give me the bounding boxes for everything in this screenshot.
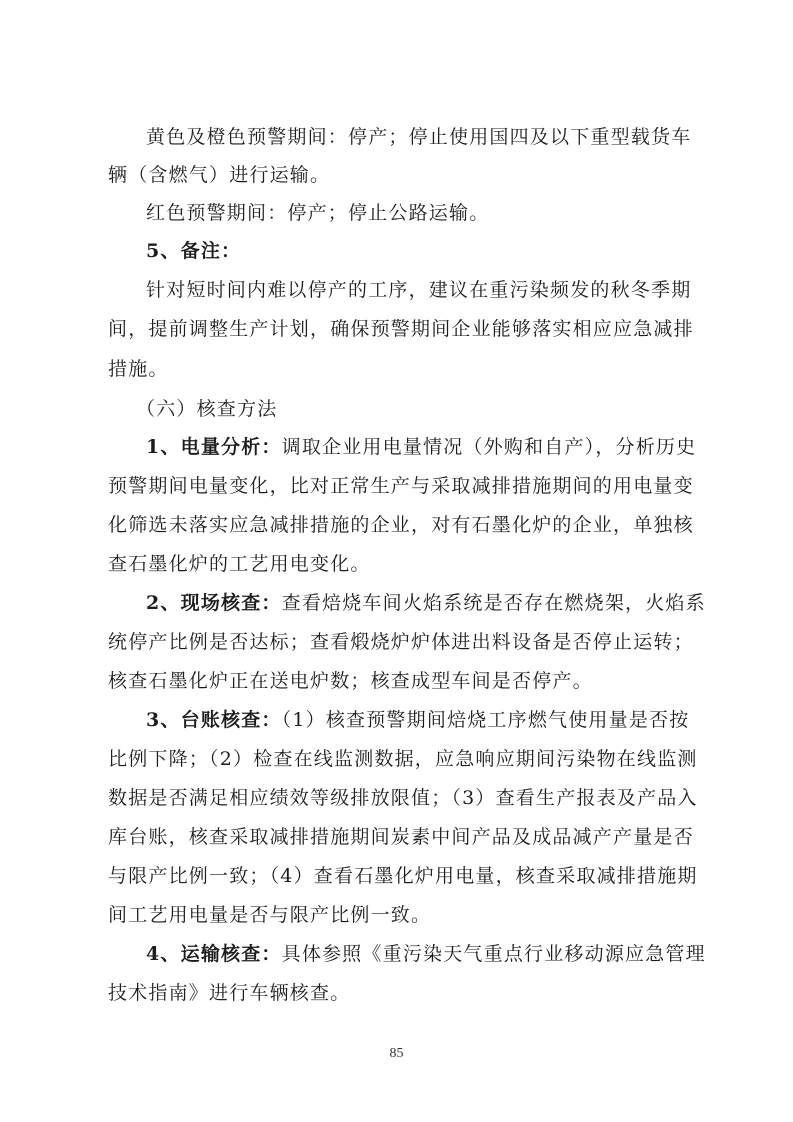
p3-line1: 针对短时间内难以停产的工序，建议在重污染频发的秋冬季期 <box>146 279 692 301</box>
section-heading: （六）核查方法 <box>136 398 278 420</box>
item1-line1 <box>146 432 698 462</box>
item3-line3: 数据是否满足相应绩效等级排放限值；（3）查看生产报表及产品入 <box>108 787 698 809</box>
p1-line2: 辆（含燃气）进行运输。 <box>108 164 331 186</box>
item3-line4: 库台账，核查采取减排措施期间炭素中间产品及成品减产产量是否 <box>108 826 694 848</box>
item1-line4: 查石墨化炉的工艺用电变化。 <box>108 553 371 575</box>
item4-label: 4、运输核查： <box>146 943 282 965</box>
item2-label: 2、现场核查： <box>146 592 282 614</box>
item3-line2: 比例下降；（2）检查在线监测数据，应急响应期间污染物在线监测 <box>108 748 698 770</box>
note-heading: 5、备注： <box>146 240 242 262</box>
item2-line3: 核查石墨化炉正在送电炉数；核查成型车间是否停产。 <box>108 670 593 692</box>
item2-line1-text: 查看焙烧车间火焰系统是否存在燃烧架，火焰系 <box>281 592 706 614</box>
item1-line1-text: 调取企业用电量情况（外购和自产），分析历史 <box>281 436 697 458</box>
item1-line3: 化筛选未落实应急减排措施的企业，对有石墨化炉的企业，单独核 <box>108 514 694 536</box>
item3-label: 3、台账核查： <box>146 709 282 731</box>
p1-line1: 黄色及橙色预警期间：停产；停止使用国四及以下重型载货车 <box>146 126 692 148</box>
item3-line5: 与限产比例一致；（4）查看石墨化炉用电量，核查采取减排措施期 <box>108 865 698 887</box>
p2-line1: 红色预警期间：停产；停止公路运输。 <box>146 202 490 224</box>
item1-label: 1、电量分析： <box>146 436 282 458</box>
item4-line2: 技术指南》进行车辆核查。 <box>108 982 351 1004</box>
item3-line1-text: （1）核查预警期间焙烧工序燃气使用量是否按 <box>281 709 690 731</box>
item4-line1-text: 具体参照《重污染天气重点行业移动源应急管理 <box>281 943 706 965</box>
page-number: 85 <box>389 1046 404 1061</box>
item4-line1 <box>146 939 706 969</box>
item2-line2: 统停产比例是否达标；查看煅烧炉炉体进出料设备是否停止运转； <box>108 631 694 653</box>
item3-line1 <box>146 705 698 735</box>
p3-line2: 间，提前调整生产计划，确保预警期间企业能够落实相应应急减排 <box>108 318 694 340</box>
item1-line2: 预警期间电量变化，比对正常生产与采取减排措施期间的用电量变 <box>108 475 694 497</box>
item3-line6: 间工艺用电量是否与限产比例一致。 <box>108 904 432 926</box>
item2-line1 <box>146 588 706 618</box>
p3-line3: 措施。 <box>108 358 169 380</box>
